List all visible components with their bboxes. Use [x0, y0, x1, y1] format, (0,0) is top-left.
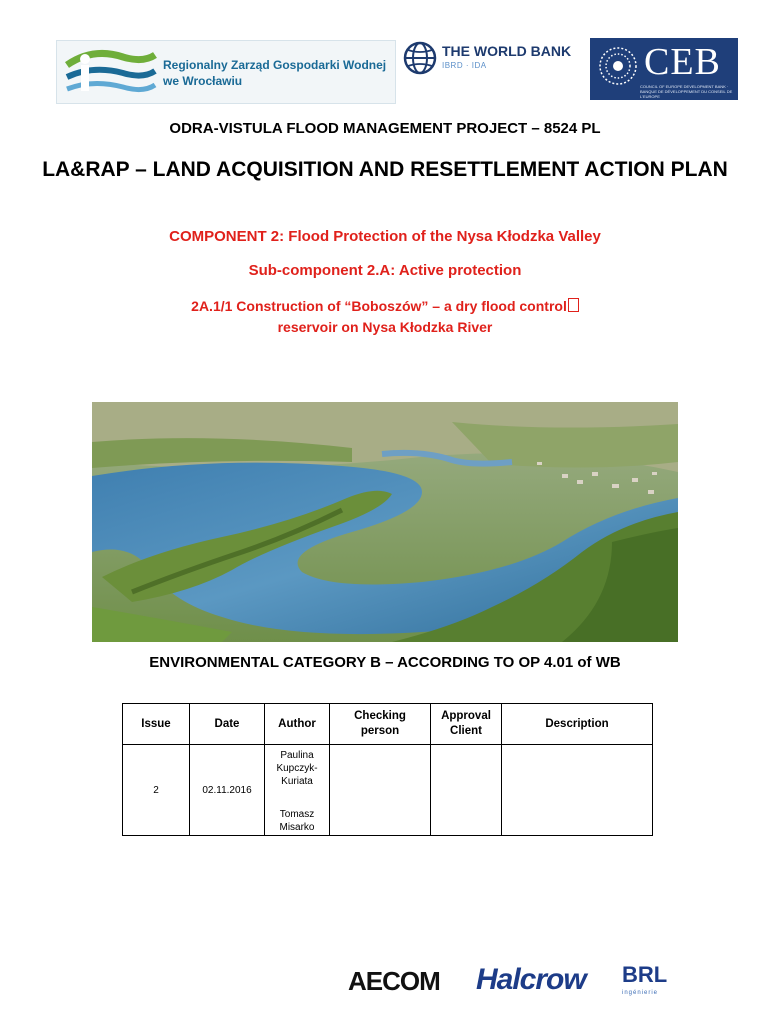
brl-subtitle: ingénierie: [622, 990, 659, 996]
author-name-2: Tomasz Misarko: [279, 809, 315, 833]
ceb-logo: [590, 38, 738, 100]
missing-glyph-icon: [568, 298, 579, 312]
cell-author: [265, 745, 330, 836]
cell-checking: [330, 745, 431, 836]
col-issue: Issue: [123, 704, 190, 745]
brl-logo: BRL: [622, 962, 668, 987]
ceb-star-ring-icon: [596, 44, 640, 88]
worldbank-logo: [402, 40, 582, 80]
rzgw-logo: [56, 40, 396, 104]
col-checking: [330, 704, 431, 745]
worldbank-name: THE WORLD BANK: [442, 43, 572, 59]
ceb-subtitle: COUNCIL OF EUROPE DEVELOPMENT BANK · BANQUE DE DÉVELOPPEMENT DU CONSEIL DE L'EUROPE: [640, 84, 733, 99]
cell-issue: 2: [123, 745, 190, 836]
globe-icon: [402, 40, 438, 76]
cell-approval: [431, 745, 502, 836]
construction-line1: 2A.1/1 Construction of “Boboszów” – a dry flood control: [191, 298, 567, 314]
cell-description: [502, 745, 653, 836]
halcrow-logo: Halcrow: [476, 963, 586, 996]
col-description: Description: [502, 704, 653, 745]
col-checking-line1: Checking: [354, 710, 406, 722]
ceb-name: CEB: [644, 41, 721, 83]
col-checking-line2: person: [360, 725, 400, 737]
col-approval-line2: Client: [450, 725, 482, 737]
table-header-row: [123, 704, 653, 745]
subcomponent-heading: Sub-component 2.A: Active protection: [248, 262, 522, 279]
rzgw-emblem-icon: [63, 45, 159, 99]
project-title: ODRA-VISTULA FLOOD MANAGEMENT PROJECT – 8524 PL: [169, 120, 601, 137]
rzgw-name-line2: we Wrocławiu: [163, 74, 243, 88]
environmental-category: ENVIRONMENTAL CATEGORY B – ACCORDING TO OP 4.01 of WB: [149, 654, 621, 671]
col-date: Date: [190, 704, 265, 745]
worldbank-subtitle: IBRD · IDA: [442, 61, 487, 70]
rzgw-name-line1: Regionalny Zarząd Gospodarki Wodnej: [163, 58, 387, 72]
revision-table: [122, 703, 653, 836]
construction-heading: [40, 296, 730, 338]
author-name-1: Paulina Kupczyk-Kuriata: [276, 750, 318, 787]
col-approval-line1: Approval: [441, 710, 491, 722]
aecom-logo: AECOM: [348, 966, 440, 996]
col-approval: [431, 704, 502, 745]
aerial-river-photo: [92, 402, 678, 642]
component-heading: COMPONENT 2: Flood Protection of the Nysa Kłodzka Valley: [169, 228, 601, 245]
cell-date: 02.11.2016: [190, 745, 265, 836]
document-title: LA&RAP – LAND ACQUISITION AND RESETTLEMENT ACTION PLAN: [42, 158, 728, 181]
construction-line2: reservoir on Nysa Kłodzka River: [277, 319, 493, 335]
col-author: Author: [265, 704, 330, 745]
table-row: [123, 745, 653, 836]
